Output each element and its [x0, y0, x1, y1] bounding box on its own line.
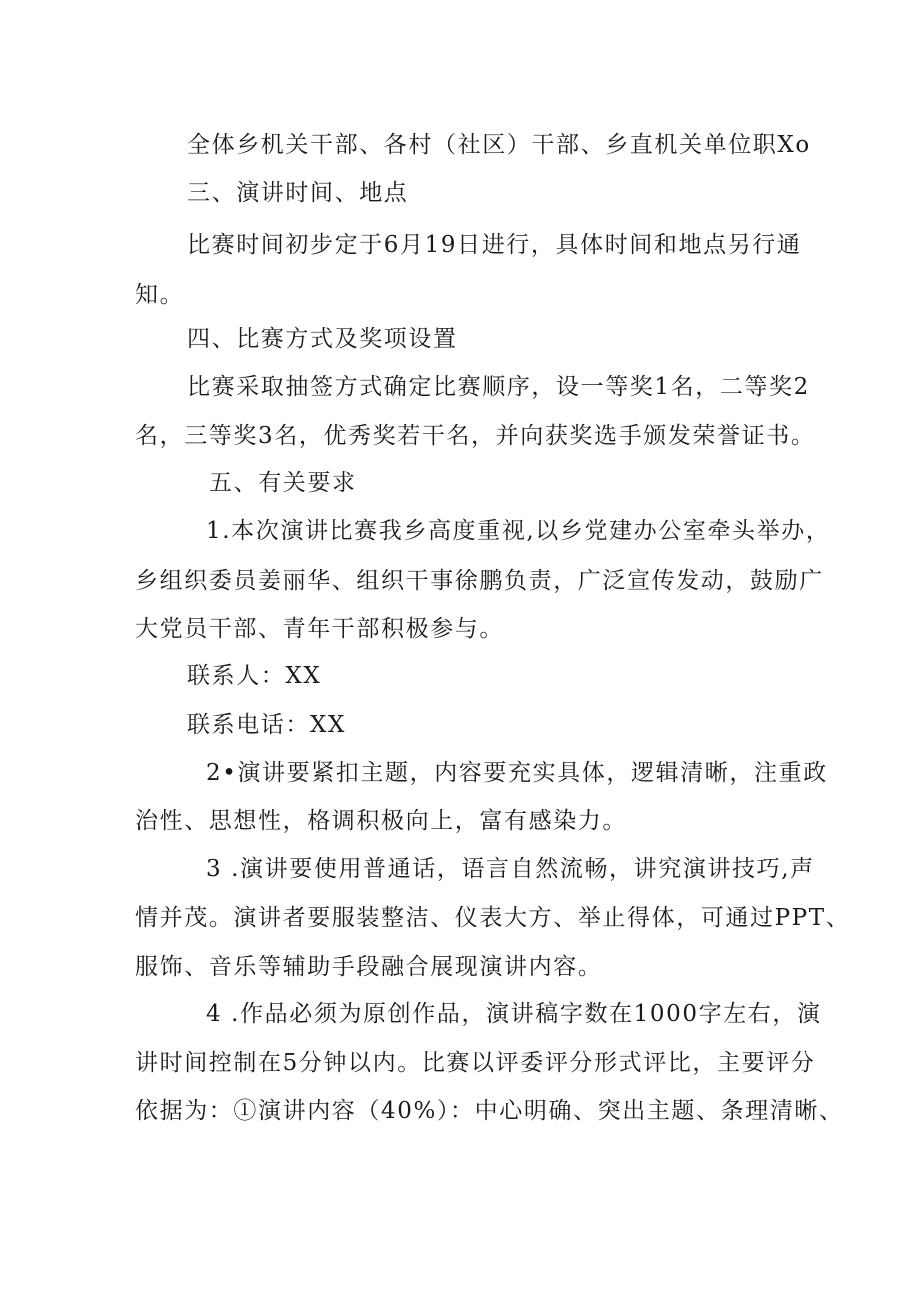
text-line-4: 知。: [135, 282, 185, 308]
text-line-1: 全体乡机关干部、各村（社区）干部、乡直机关单位职Xo: [187, 132, 811, 158]
section-heading-5: 五、有关要求: [209, 470, 357, 496]
text-line-6: 比赛采取抽签方式确定比赛顺序，设一等奖1名，二等奖2: [187, 374, 810, 400]
contact-person: 联系人：XX: [187, 663, 322, 689]
section-heading-4: 四、比赛方式及奖项设置: [187, 326, 458, 352]
contact-phone: 联系电话：XX: [187, 712, 346, 738]
text-line-10: 乡组织委员姜丽华、组织干事徐鹏负责，广泛宣传发动，鼓励广: [135, 568, 824, 594]
text-line-9: 1.本次演讲比赛我乡高度重视,以乡党建办公室牵头举办，: [206, 518, 831, 544]
text-line-19: 4 .作品必须为原创作品，演讲稿字数在1000字左右，演: [206, 1001, 822, 1027]
text-line-21: 依据为：①演讲内容（40%）：中心明确、突出主题、条理清晰、: [135, 1098, 844, 1124]
text-line-7: 名，三等奖3名，优秀奖若干名，并向获奖选手颁发荣誉证书。: [135, 423, 816, 449]
text-line-3: 比赛时间初步定于6月19日进行，具体时间和地点另行通: [187, 232, 802, 258]
text-line-11: 大党员干部、青年干部积极参与。: [135, 616, 504, 642]
text-line-17: 情并茂。演讲者要服装整洁、仪表大方、举止得体，可通过PPT、: [135, 905, 851, 931]
text-line-14: 2•演讲要紧扣主题，内容要充实具体，逻辑清晰，注重政: [206, 760, 828, 786]
text-line-15: 治性、思想性，格调积极向上，富有感染力。: [135, 808, 627, 834]
text-line-18: 服饰、音乐等辅助手段融合展现演讲内容。: [135, 954, 603, 980]
text-line-16: 3 .演讲要使用普通话，语言自然流畅，讲究演讲技巧,声: [206, 856, 815, 882]
text-line-20: 讲时间控制在5分钟以内。比赛以评委评分形式评比，主要评分: [135, 1050, 816, 1076]
section-heading-3: 三、演讲时间、地点: [187, 180, 409, 206]
